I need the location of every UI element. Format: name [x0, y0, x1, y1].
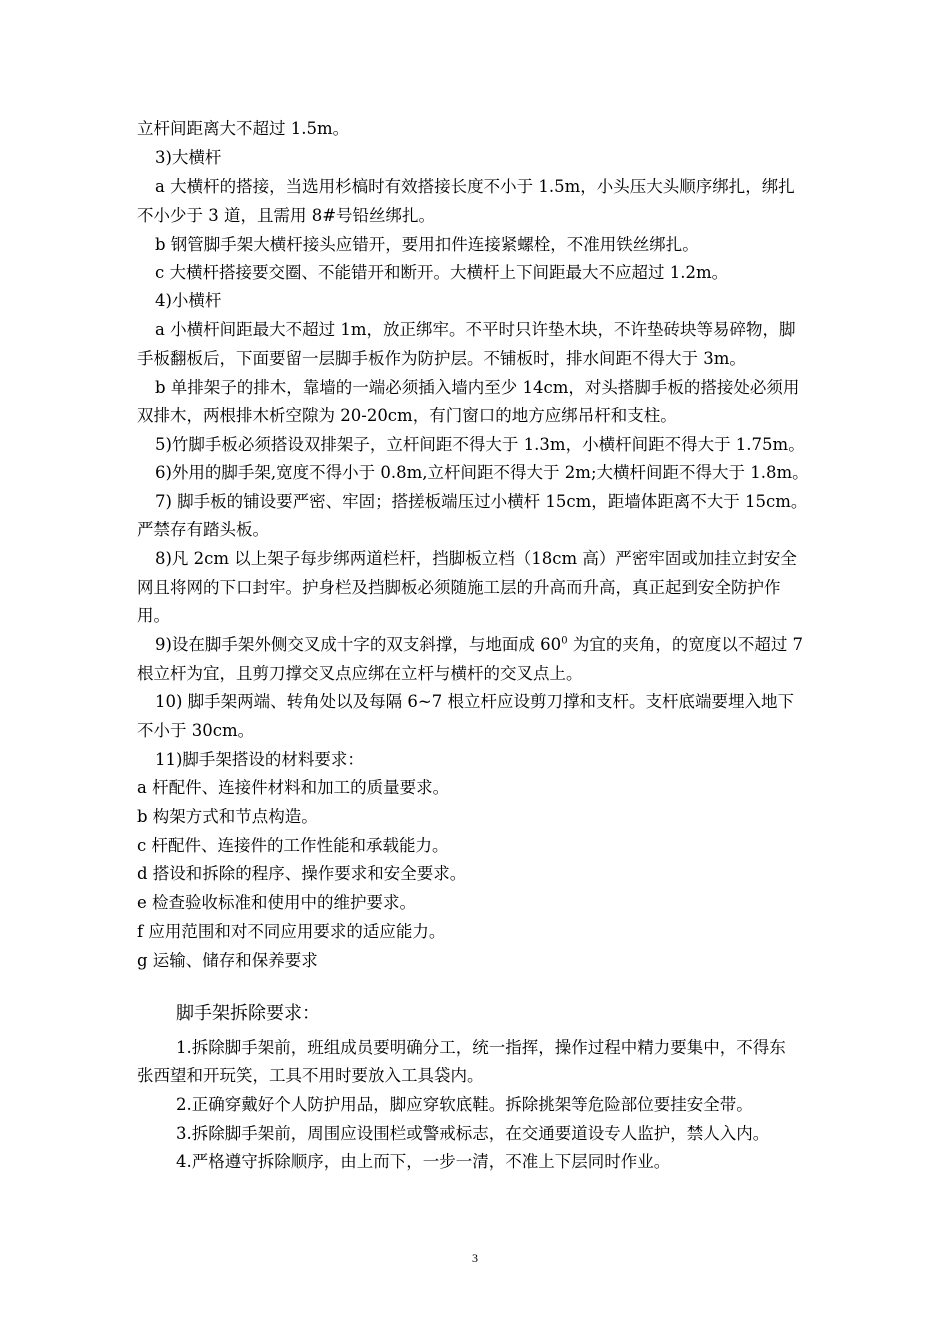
- text-line: 手板翻板后，下面要留一层脚手板作为防护层。不铺板时，排水间距不得大于 3m。: [137, 349, 746, 368]
- text-line: b 单排架子的排木，靠墙的一端必须插入墙内至少 14cm，对头搭脚手板的搭接处必须用: [155, 378, 800, 397]
- text-line: 根立杆为宜，且剪刀撑交叉点应绑在立杆与横杆的交叉点上。: [137, 664, 583, 683]
- text-line: 11)脚手架搭设的材料要求：: [155, 750, 364, 769]
- text-line: c 大横杆搭接要交圈、不能错开和断开。大横杆上下间距最大不应超过 1.2m。: [155, 263, 729, 282]
- text-line: 3.拆除脚手架前，周围应设围栏或警戒标志，在交通要道设专人监护，禁人入内。: [176, 1124, 770, 1143]
- text-line: 10) 脚手架两端、转角处以及每隔 6~7 根立杆应设剪刀撑和支杆。支杆底端要埋入地下: [155, 692, 794, 711]
- list-item: f 应用范围和对不同应用要求的适应能力。: [137, 922, 446, 941]
- list-item: c 杆配件、连接件的工作性能和承载能力。: [137, 836, 449, 855]
- subheading-small-ledger: 4)小横杆: [155, 291, 222, 310]
- subheading-large-ledger: 3)大横杆: [155, 148, 222, 167]
- degree-superscript: 0: [561, 635, 568, 647]
- text-line: 张西望和开玩笑，工具不用时要放入工具袋内。: [137, 1066, 484, 1085]
- text-line: 4.严格遵守拆除顺序，由上而下，一步一清，不准上下层同时作业。: [176, 1152, 671, 1171]
- text-line: 7) 脚手板的铺设要严密、牢固；搭搓板端压过小横杆 15cm，距墙体距离不大于 15cm。: [155, 492, 808, 511]
- text-line: 6)外用的脚手架,宽度不得小于 0.8m,立杆间距不得大于 2m;大横杆间距不得大于 1.8m。: [155, 463, 809, 482]
- list-item: d 搭设和拆除的程序、操作要求和安全要求。: [137, 864, 467, 883]
- text-line: 用。: [137, 606, 170, 625]
- page-number: 3: [472, 1251, 478, 1265]
- text-segment: 为宜的夹角，的宽度以不超过 7: [572, 635, 804, 654]
- text-line: [155, 634, 803, 656]
- list-item: a 杆配件、连接件材料和加工的质量要求。: [137, 778, 450, 797]
- text-line: 不小少于 3 道，且需用 8#号铅丝绑扎。: [137, 206, 436, 225]
- text-line: 双排木，两根排木析空隙为 20-20cm，有门窗口的地方应绑吊杆和支柱。: [137, 406, 677, 425]
- text-segment: 9)设在脚手架外侧交叉成十字的双支斜撑，与地面成 60: [155, 635, 562, 654]
- text-line: 2.正确穿戴好个人防护用品，脚应穿软底鞋。拆除挑架等危险部位要挂安全带。: [176, 1095, 753, 1114]
- text-line: b 钢管脚手架大横杆接头应错开，要用扣件连接紧螺栓，不准用铁丝绑扎。: [155, 235, 699, 254]
- list-item: e 检查验收标准和使用中的维护要求。: [137, 893, 417, 912]
- list-item: b 构架方式和节点构造。: [137, 807, 318, 826]
- text-line: 5)竹脚手板必须搭设双排架子，立杆间距不得大于 1.3m，小横杆间距不得大于 1.75m。: [155, 435, 805, 454]
- text-line: 网且将网的下口封牢。护身栏及挡脚板必须随施工层的升高而升高，真正起到安全防护作: [137, 578, 781, 597]
- text-line: 不小于 30cm。: [137, 721, 255, 740]
- list-item: g 运输、储存和保养要求: [137, 951, 318, 970]
- text-line: 严禁存有踏头板。: [137, 520, 269, 539]
- text-line: 8)凡 2cm 以上架子每步绑两道栏杆，挡脚板立档（18cm 高）严密牢固或加挂立封安全: [155, 549, 797, 568]
- text-line: a 大横杆的搭接，当选用杉槁时有效搭接长度不小于 1.5m，小头压大头顺序绑扎，绑扎: [155, 177, 795, 196]
- text-line: 1.拆除脚手架前，班组成员要明确分工，统一指挥，操作过程中精力要集中，不得东: [176, 1038, 786, 1057]
- text-line: a 小横杆间距最大不超过 1m，放正绑牢。不平时只许垫木块，不许垫砖块等易碎物，脚: [155, 320, 796, 339]
- text-line: 立杆间距离大不超过 1.5m。: [137, 119, 350, 138]
- section-heading: 脚手架拆除要求：: [176, 1003, 320, 1024]
